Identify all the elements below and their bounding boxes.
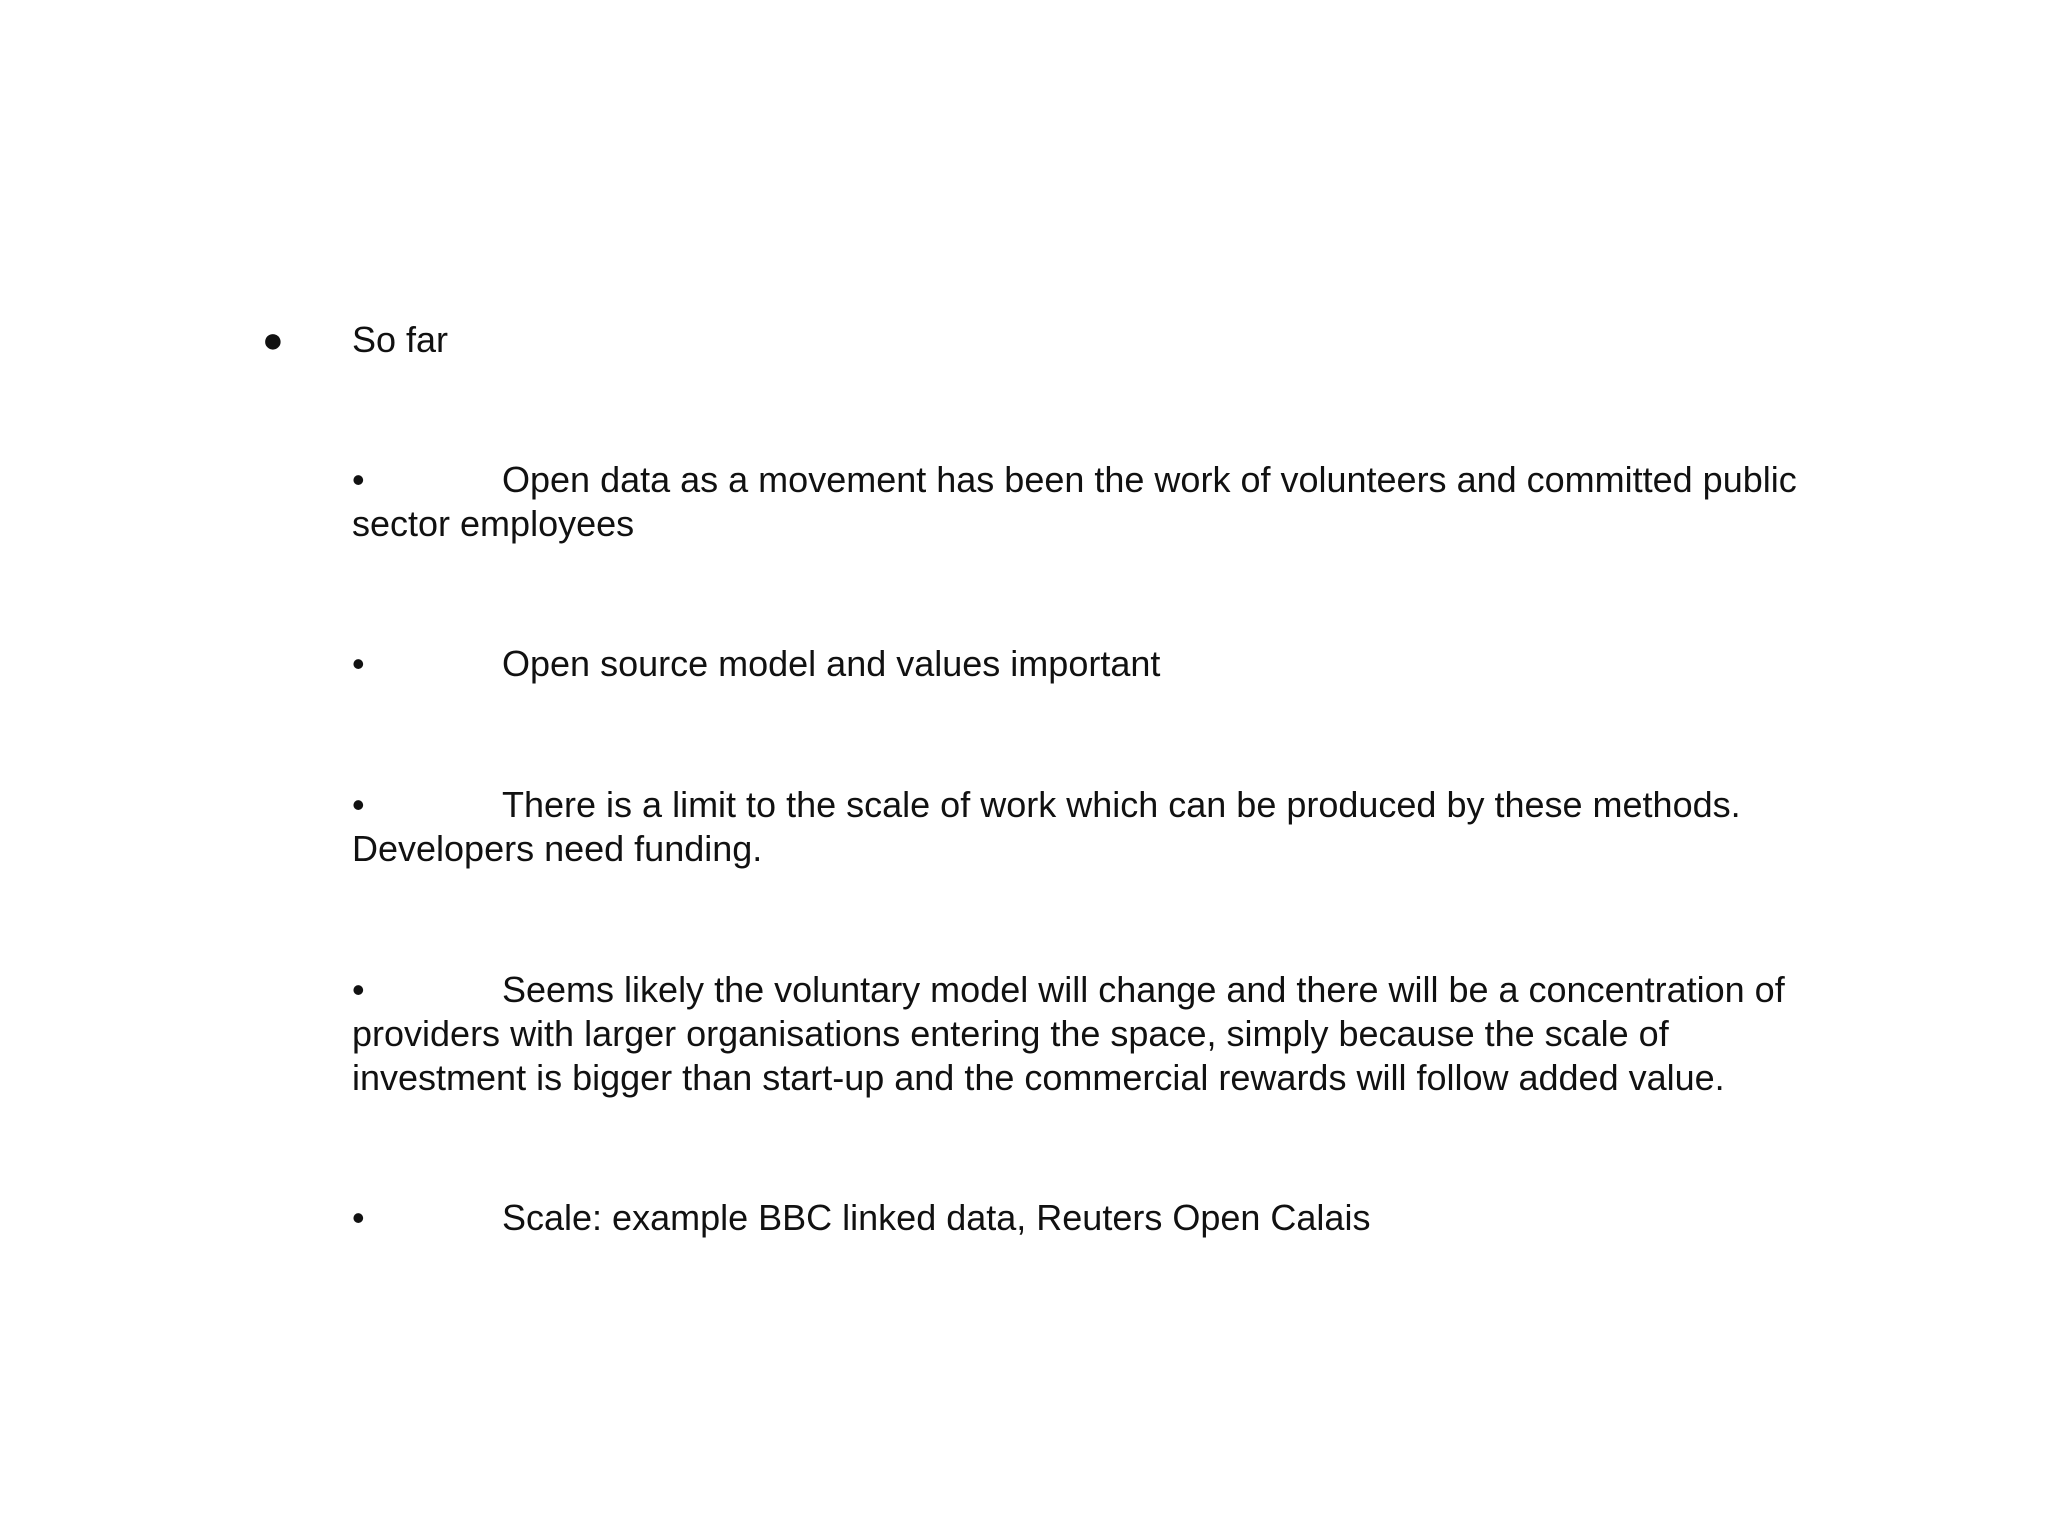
sub-bullet-text: Open data as a movement has been the work of volunteers and committed public sector employees — [352, 459, 1797, 544]
sub-bullet-text: Open source model and values important — [502, 643, 1161, 684]
sub-bullet-text: There is a limit to the scale of work which can be produced by these methods. Developers need funding. — [352, 784, 1741, 869]
sub-bullet-text: Scale: example BBC linked data, Reuters Open Calais — [502, 1197, 1371, 1238]
sub-bullet-item — [352, 968, 1852, 1100]
sub-bullet-item — [352, 1196, 1852, 1240]
sub-bullet-item — [352, 783, 1852, 871]
sub-bullet-item — [352, 458, 1852, 546]
sub-bullet-marker: • — [352, 643, 365, 684]
bullet-marker: ● — [262, 319, 284, 360]
sub-bullet-marker: • — [352, 459, 365, 500]
sub-bullet-text: Seems likely the voluntary model will change and there will be a concentration of providers with larger organisations entering the space, simply because the scale of investment is bigger than start-up and the commercial rewards will follow added value. — [352, 969, 1785, 1098]
bullet-heading: So far — [352, 319, 449, 360]
sub-bullet-marker: • — [352, 1197, 365, 1238]
sub-bullet-item — [352, 642, 1852, 686]
sub-bullet-marker: • — [352, 784, 365, 825]
sub-bullet-marker: • — [352, 969, 365, 1010]
